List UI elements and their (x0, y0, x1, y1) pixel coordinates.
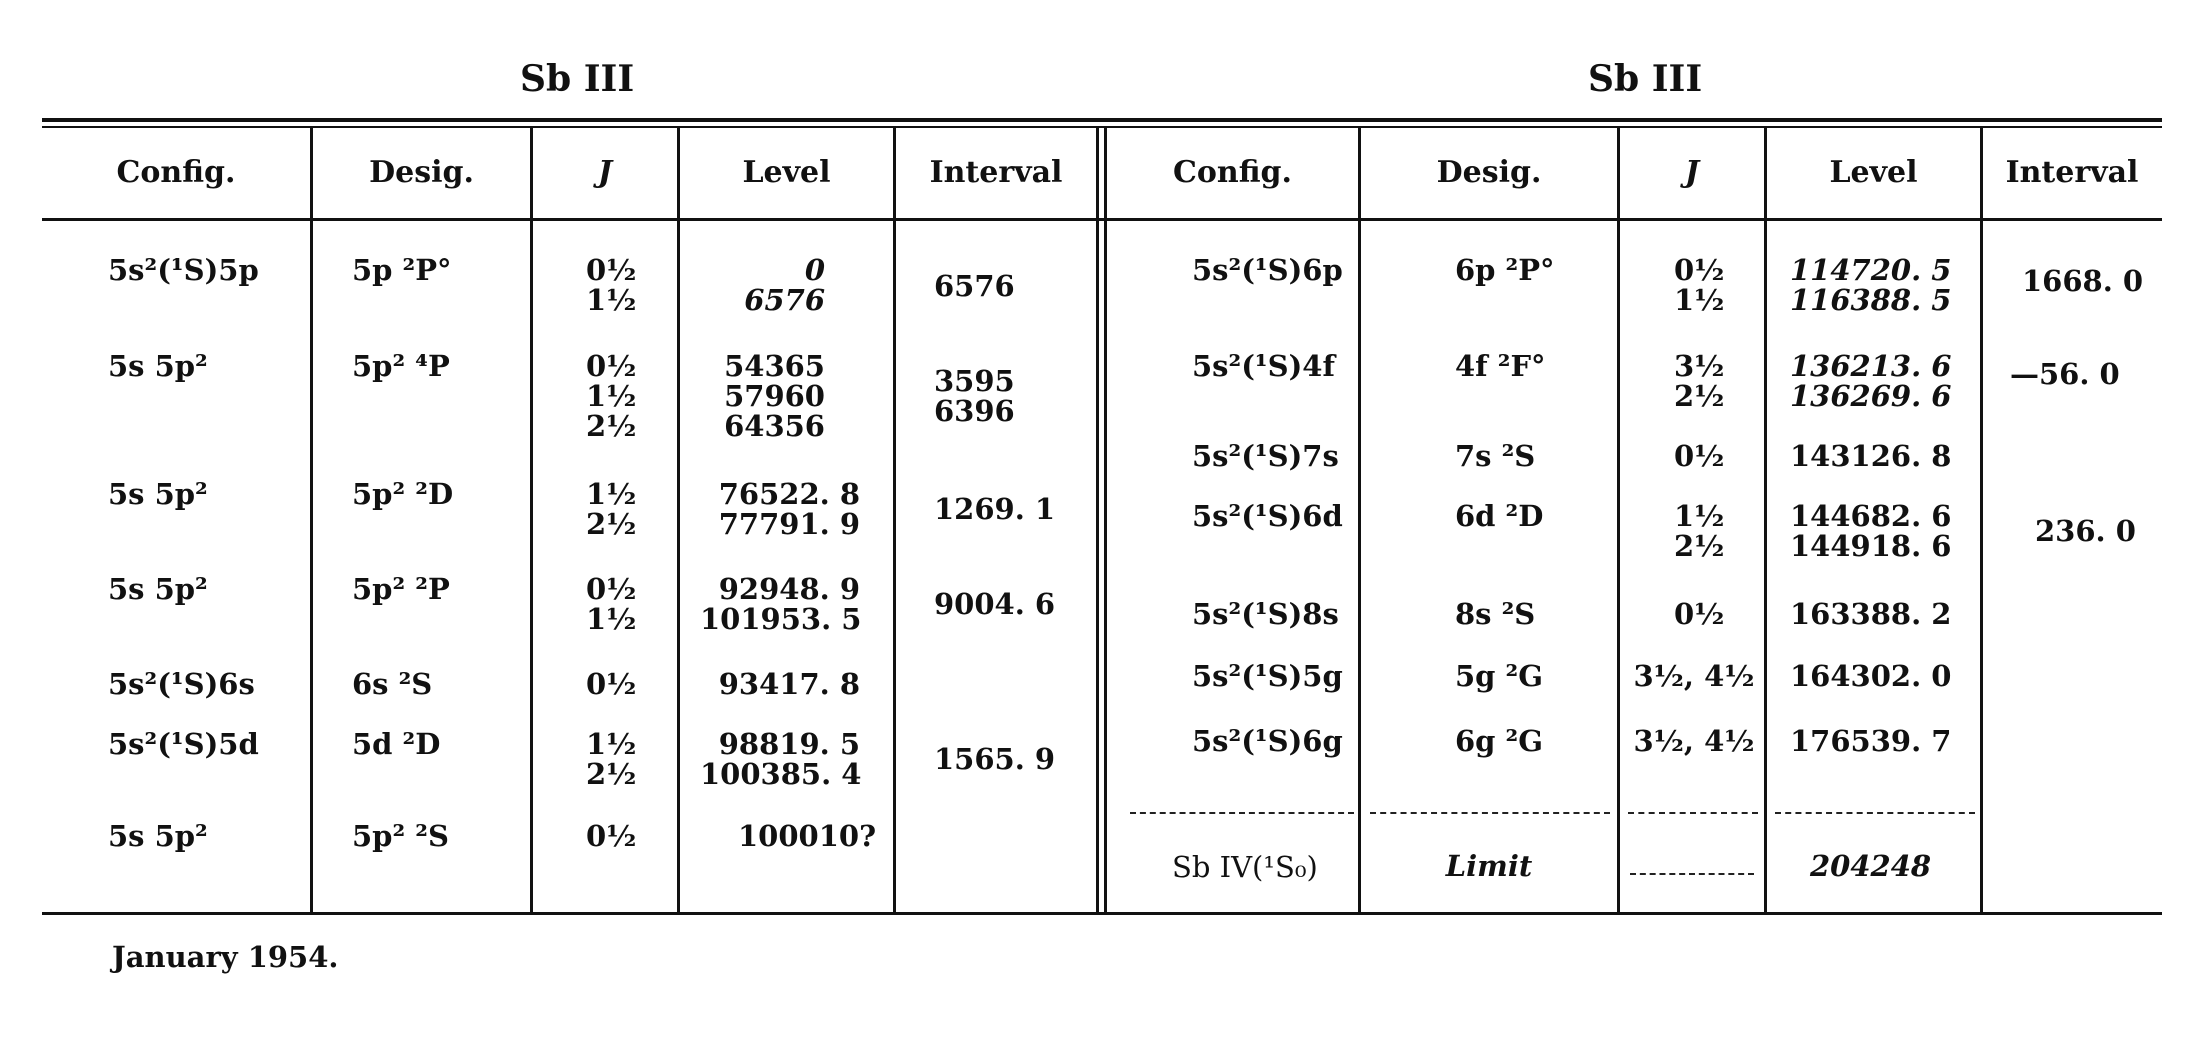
desig-cell: 5g ²G (1455, 659, 1544, 693)
j-cell: 0½ (586, 819, 637, 853)
interval-cell: 3595 (934, 364, 1015, 398)
config-cell: 5s 5p² (108, 477, 208, 511)
col-divider (1764, 128, 1767, 912)
j-cell: 0½ (1674, 253, 1725, 287)
j-cell: 1½ (1674, 499, 1725, 533)
interval-cell: 236. 0 (2035, 514, 2136, 548)
header-level: Level (742, 155, 831, 190)
limit-separator (1370, 812, 1610, 814)
col-divider (1358, 128, 1361, 912)
level-cell: 114720. 5 (1790, 253, 1952, 287)
col-divider (1617, 128, 1620, 912)
level-cell: 136269. 6 (1790, 379, 1952, 413)
level-cell: 163388. 2 (1790, 597, 1952, 631)
level-cell: 144918. 6 (1790, 529, 1952, 563)
level-cell: 144682. 6 (1790, 499, 1952, 533)
j-cell: 1½ (586, 477, 637, 511)
top-rule-thin (42, 126, 2162, 128)
level-cell: 164302. 0 (1790, 659, 1952, 693)
level-cell: 176539. 7 (1790, 724, 1952, 758)
config-cell: 5s 5p² (108, 819, 208, 853)
desig-cell: 5p² ²P (352, 572, 450, 606)
level-cell: 100385. 4 (700, 757, 862, 791)
desig-cell: 5d ²D (352, 727, 441, 761)
config-cell: 5s²(¹S)7s (1192, 439, 1339, 473)
config-cell: 5s²(¹S)5p (108, 253, 259, 287)
header-config: Config. (1173, 155, 1292, 190)
header-interval: Interval (2005, 155, 2139, 190)
j-cell: 0½ (586, 253, 637, 287)
limit-config: Sb IV(¹S₀) (1172, 850, 1318, 884)
bottom-rule (42, 912, 2162, 915)
interval-cell: 1668. 0 (2022, 264, 2144, 298)
footer-date: January 1954. (112, 940, 339, 974)
config-cell: 5s²(¹S)8s (1192, 597, 1339, 631)
level-cell: 143126. 8 (1790, 439, 1952, 473)
config-cell: 5s²(¹S)6d (1192, 499, 1343, 533)
col-divider (310, 128, 313, 912)
j-cell: 2½ (586, 507, 637, 541)
config-cell: 5s²(¹S)5g (1192, 659, 1343, 693)
j-cell: 1½ (586, 379, 637, 413)
level-cell: 77791. 9 (718, 507, 860, 541)
level-cell: 76522. 8 (718, 477, 860, 511)
config-cell: 5s²(¹S)5d (108, 727, 259, 761)
level-cell: 100010? (738, 819, 877, 853)
level-cell: 98819. 5 (718, 727, 860, 761)
header-config: Config. (116, 155, 236, 190)
j-cell: 0½ (586, 572, 637, 606)
limit-separator (1130, 812, 1354, 814)
config-cell: 5s²(¹S)6s (108, 667, 255, 701)
level-cell: 101953. 5 (700, 602, 862, 636)
desig-cell: 5p² ⁴P (352, 349, 450, 383)
interval-cell: —56. 0 (2010, 357, 2120, 391)
interval-cell: 6396 (934, 394, 1015, 428)
j-cell: 1½ (586, 602, 637, 636)
j-cell: 3½, 4½ (1633, 659, 1755, 693)
col-divider (677, 128, 680, 912)
config-cell: 5s 5p² (108, 349, 208, 383)
level-cell: 54365 (724, 349, 825, 383)
desig-cell: 7s ²S (1455, 439, 1536, 473)
limit-separator (1775, 812, 1975, 814)
limit-j-blank (1630, 873, 1754, 875)
config-cell: 5s²(¹S)4f (1192, 349, 1335, 383)
level-cell: 92948. 9 (718, 572, 860, 606)
col-divider (1980, 128, 1983, 912)
left-table-title: Sb III (520, 58, 635, 100)
interval-cell: 9004. 6 (934, 587, 1056, 621)
desig-cell: 6s ²S (352, 667, 433, 701)
header-j: J (597, 155, 613, 190)
header-j: J (1684, 155, 1700, 190)
table-divider (1096, 128, 1099, 912)
col-divider (530, 128, 533, 912)
desig-cell: 6g ²G (1455, 724, 1544, 758)
j-cell: 2½ (586, 757, 637, 791)
desig-cell: 5p ²P° (352, 253, 452, 287)
j-cell: 1½ (586, 283, 637, 317)
top-rule (42, 118, 2162, 122)
j-cell: 3½ (1674, 349, 1725, 383)
level-cell: 57960 (724, 379, 825, 413)
j-cell: 2½ (1674, 379, 1725, 413)
header-desig: Desig. (1436, 155, 1542, 190)
level-cell: 116388. 5 (1790, 283, 1952, 317)
header-desig: Desig. (369, 155, 474, 190)
level-cell: 6576 (744, 283, 825, 317)
j-cell: 3½, 4½ (1633, 724, 1755, 758)
header-rule (42, 218, 2162, 221)
desig-cell: 4f ²F° (1455, 349, 1546, 383)
j-cell: 0½ (1674, 439, 1725, 473)
config-cell: 5s²(¹S)6g (1192, 724, 1343, 758)
config-cell: 5s²(¹S)6p (1192, 253, 1343, 287)
interval-cell: 6576 (934, 269, 1015, 303)
j-cell: 0½ (586, 667, 637, 701)
level-cell: 136213. 6 (1790, 349, 1952, 383)
j-cell: 0½ (1674, 597, 1725, 631)
config-cell: 5s 5p² (108, 572, 208, 606)
right-table-title: Sb III (1588, 58, 1703, 100)
desig-cell: 6d ²D (1455, 499, 1544, 533)
level-cell: 0 (804, 253, 825, 287)
header-level: Level (1829, 155, 1918, 190)
limit-level: 204248 (1810, 849, 1932, 883)
j-cell: 2½ (586, 409, 637, 443)
j-cell: 1½ (586, 727, 637, 761)
interval-cell: 1565. 9 (934, 742, 1056, 776)
table-divider (1104, 128, 1107, 912)
level-cell: 64356 (724, 409, 825, 443)
col-divider (893, 128, 896, 912)
desig-cell: 5p² ²D (352, 477, 454, 511)
desig-cell: 5p² ²S (352, 819, 449, 853)
j-cell: 0½ (586, 349, 637, 383)
desig-cell: 8s ²S (1455, 597, 1536, 631)
j-cell: 2½ (1674, 529, 1725, 563)
desig-cell: 6p ²P° (1455, 253, 1555, 287)
header-interval: Interval (929, 155, 1063, 190)
interval-cell: 1269. 1 (934, 492, 1056, 526)
level-cell: 93417. 8 (718, 667, 860, 701)
j-cell: 1½ (1674, 283, 1725, 317)
limit-separator (1628, 812, 1758, 814)
limit-label: Limit (1445, 849, 1533, 883)
